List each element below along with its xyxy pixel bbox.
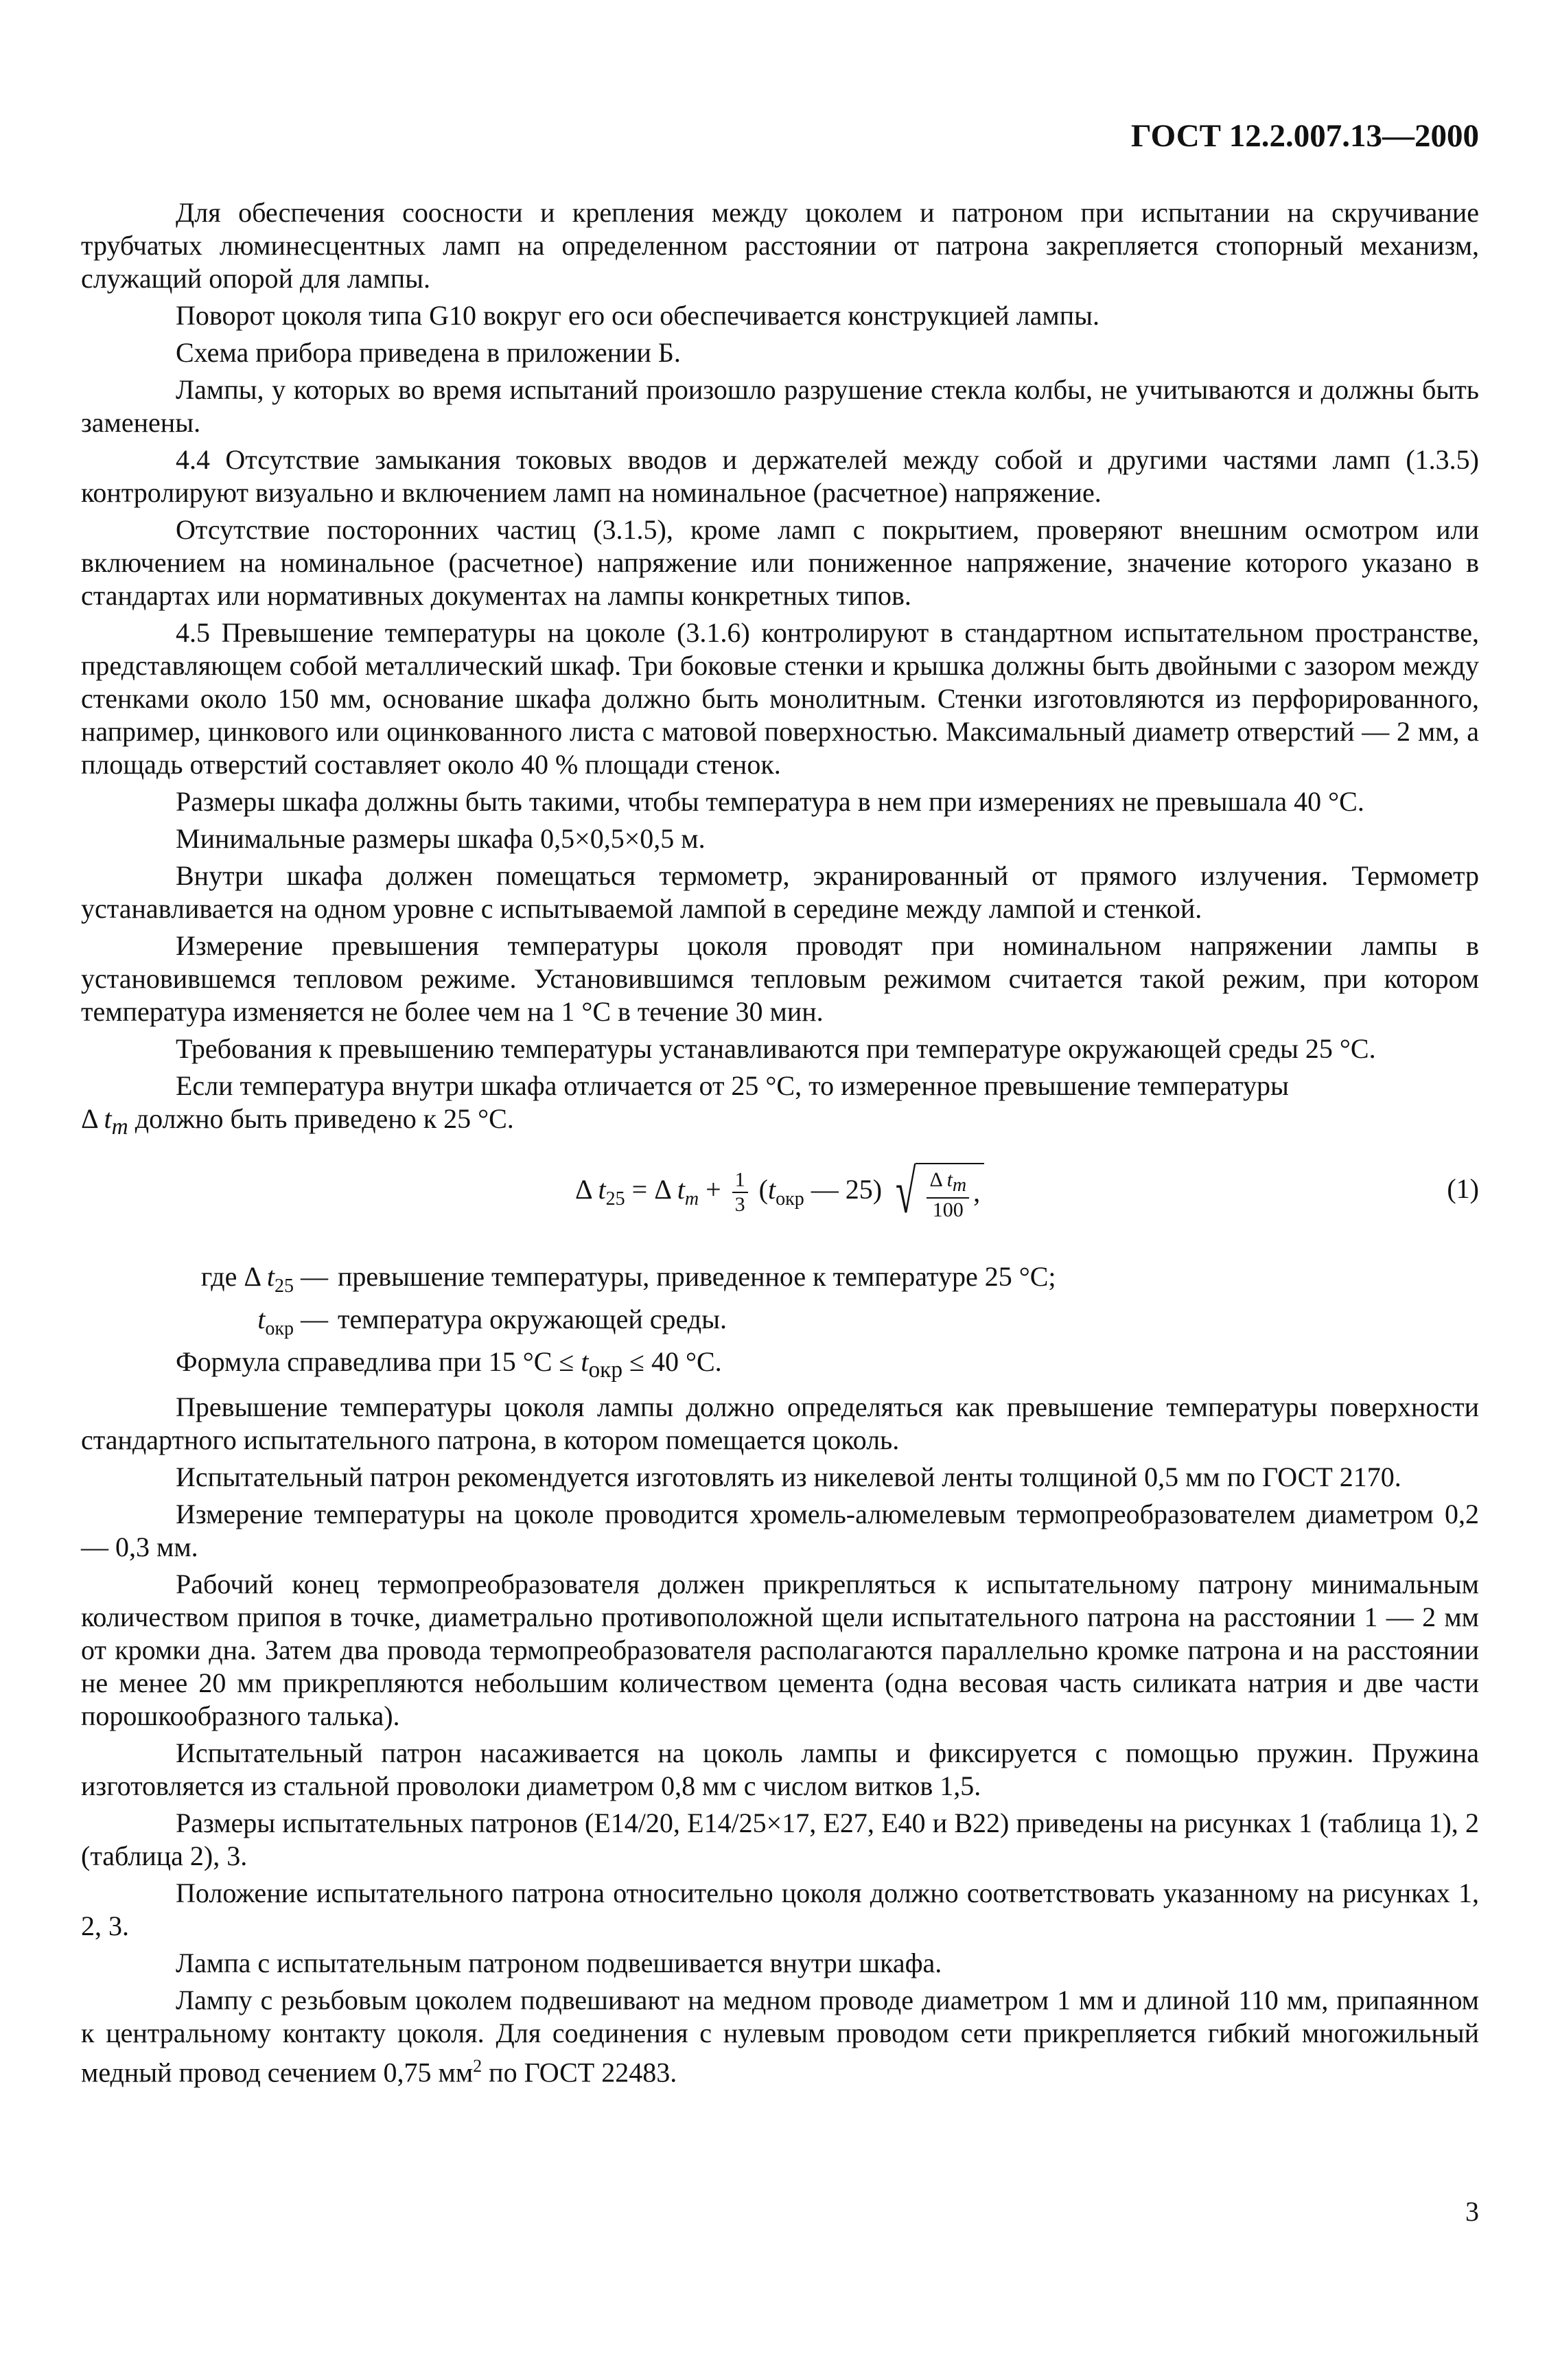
subscript-m: m [684,1188,699,1210]
paragraph: Поворот цоколя типа G10 вокруг его оси обеспечивается конструкцией лампы. [176,300,1099,331]
paragraph: Лампа с испытательным патроном подвешивается внутри шкафа. [176,1948,942,1978]
fraction-numerator: 1 [732,1168,748,1193]
where-prefix: где [200,1261,237,1292]
paragraph: Испытательный патрон насаживается на цоколь лампы и фиксируется с помощью пружин. Пружина изготовляется из стальной проволоки диаметром 0,8 мм с числом витков 1,5. [81,1737,1479,1801]
sqrt-radicand [916,1163,984,1222]
sqrt-icon: √ [895,1158,916,1226]
fraction-denominator: 3 [734,1193,745,1216]
fraction-delta-over-100 [927,1168,969,1222]
dash: — [301,1304,328,1335]
paragraph: Положение испытательного патрона относительно цоколя должно соответствовать указанному на рисунках 1, 2, 3. [81,1878,1479,1941]
formula-validity [81,1345,1479,1387]
formula-block [81,1156,1479,1245]
where-item [81,1260,1479,1303]
paragraph: Минимальные размеры шкафа 0,5×0,5×0,5 м. [176,823,706,854]
paragraph-text: должно быть приведено к 25 °С. [135,1103,514,1134]
subscript: окр [265,1318,294,1339]
paragraph: Внутри шкафа должен помещаться термометр, экранированный от прямого излучения. Термометр устанавливается на одном уровне с испытываемой лампой в середине между лампой и стенкой. [81,860,1479,924]
t-symbol: t [104,1103,112,1134]
t-symbol: t [767,1174,776,1205]
paragraph: 4.4 Отсутствие замыкания токовых вводов и держателей между собой и другими частями ламп (1.3.5) контролируют визуально и включением ламп на номинальное (расчетное) напряжение. [81,444,1479,508]
paragraph: Рабочий конец термопреобразователя должен прикрепляться к испытательному патрону минимальным количеством припоя в точке, диаметрально противоположной щели испытательного патрона на расстоянии 1 — 2 мм от кромки дна. Затем два провода термопреобразователя располагаются параллельно кромке патрона и на расстоянии не менее 20 мм прикрепляются небольшим количеством цемента (одна весовая часть силиката натрия и две части порошкообразного талька). [81,1569,1479,1731]
subscript-25: 25 [605,1188,625,1210]
fraction-denominator: 100 [932,1199,964,1221]
delta-symbol: Δ [654,1174,671,1205]
paragraph: Требования к превышению температуры устанавливаются при температуре окружающей среды 25 °С. [176,1033,1376,1064]
dash: — [301,1261,328,1292]
t-symbol: t [266,1261,275,1292]
t-symbol: t [677,1174,685,1205]
paragraph-text: Лампу с резьбовым цоколем подвешивают на медном проводе диаметром 1 мм и длиной 110 мм, припаянном к центральному контакту цоколя. Для соединения с нулевым проводом сети прикрепляется гибкий многожильный медный провод сечением 0,75 мм [81,1985,1479,2088]
subscript-okr: окр [776,1188,804,1210]
paragraph: Измерение превышения температуры цоколя проводят при номинальном напряжении лампы в установившемся тепловом режиме. Установившимся тепловым режимом считается такой режим, при котором температура изменяется не более чем на 1 °С в течение 30 мин. [81,930,1479,1027]
paragraph: Превышение температуры цоколя лампы должно определяться как превышение температуры поверхности стандартного испытательного патрона, в котором помещается цоколь. [81,1391,1479,1455]
plus-sign: + [706,1174,721,1205]
validity-text: ≤ 40 °С. [629,1346,722,1377]
paragraph: Размеры испытательных патронов (E14/20, E14/25×17, E27, E40 и B22) приведены на рисунках 1 (таблица 1), 2 (таблица 2), 3. [81,1807,1479,1871]
paragraph-text: Если температура внутри шкафа отличается от 25 °С, то измеренное превышение температуры [176,1070,1289,1101]
paragraph [81,1984,1479,2089]
paragraph: Измерение температуры на цоколе проводится хромель-алюмелевым термопреобразователем диаметром 0,2 — 0,3 мм. [81,1499,1479,1562]
paragraph: 4.5 Превышение температуры на цоколе (3.1.6) контролируют в стандартном испытательном пространстве, представляющем собой металлический шкаф. Три боковые стенки и крышка должны быть двойными с зазором между стенками около 150 мм, основание шкафа должно быть монолитным. Стенки изготовляются из перфорированного, например, цинкового или оцинкованного листа с матовой поверхностью. Максимальный диаметр отверстий — 2 мм, а площадь отверстий составляет около 40 % площади стенок. [81,617,1479,780]
paragraph [81,1070,1479,1102]
m-subscript: m [111,1114,128,1140]
comma: , [973,1177,981,1208]
paragraph: Лампы, у которых во время испытаний произошло разрушение стекла колбы, не учитываются и должны быть заменены. [81,374,1479,438]
validity-text: Формула справедлива при 15 °С ≤ [176,1346,574,1377]
where-description: температура окружающей среды. [338,1304,727,1335]
fraction-numerator [927,1168,969,1199]
standard-header: ГОСТ 12.2.007.13—2000 [1130,118,1479,154]
paren-open: ( [758,1174,768,1205]
subscript: 25 [275,1275,294,1297]
where-symbol [81,1303,338,1345]
fraction-one-third [732,1168,748,1216]
superscript: 2 [473,2056,482,2076]
subscript-m: m [952,1175,967,1196]
where-list [81,1260,1479,1345]
t-symbol: t [257,1304,266,1335]
paragraph: Для обеспечения соосности и крепления между цоколем и патроном при испытании на скручивание трубчатых люминесцентных ламп на определенном расстоянии от патрона закрепляется стопорный механизм, служащий опорой для лампы. [81,197,1479,294]
t-symbol: t [598,1174,606,1205]
page-number: 3 [1465,2196,1479,2227]
paragraph: Испытательный патрон рекомендуется изготовлять из никелевой ленты толщиной 0,5 мм по ГОСТ 2170. [176,1461,1401,1492]
subscript: окр [588,1357,622,1383]
paragraph: Схема прибора приведена в приложении Б. [176,337,681,368]
delta-symbol: Δ [244,1261,260,1292]
equals-sign: = [631,1174,648,1205]
where-item [81,1303,1479,1345]
delta-symbol: Δ [929,1168,942,1191]
paragraph: Отсутствие посторонних частиц (3.1.5), кроме ламп с покрытием, проверяют внешним осмотром или включением на номинальное (расчетное) напряжение или пониженное напряжение, значение которого указано в стандартах или нормативных документах на лампы конкретных типов. [81,514,1479,611]
paragraph-text: по ГОСТ 22483. [489,2057,677,2088]
delta-symbol: Δ [575,1174,592,1205]
t-symbol: t [946,1168,953,1191]
where-symbol [81,1260,338,1303]
delta-symbol: Δ [81,1103,97,1134]
t-symbol: t [581,1346,589,1377]
document-body [81,196,1479,2089]
minus-25: — 25) [811,1174,883,1205]
formula-1 [575,1158,984,1226]
paragraph-continuation [81,1102,1479,1144]
paragraph: Размеры шкафа должны быть такими, чтобы температура в нем при измерениях не превышала 40 °С. [176,786,1364,817]
formula-number: (1) [1447,1173,1479,1204]
where-description: превышение температуры, приведенное к температуре 25 °С; [338,1261,1056,1292]
